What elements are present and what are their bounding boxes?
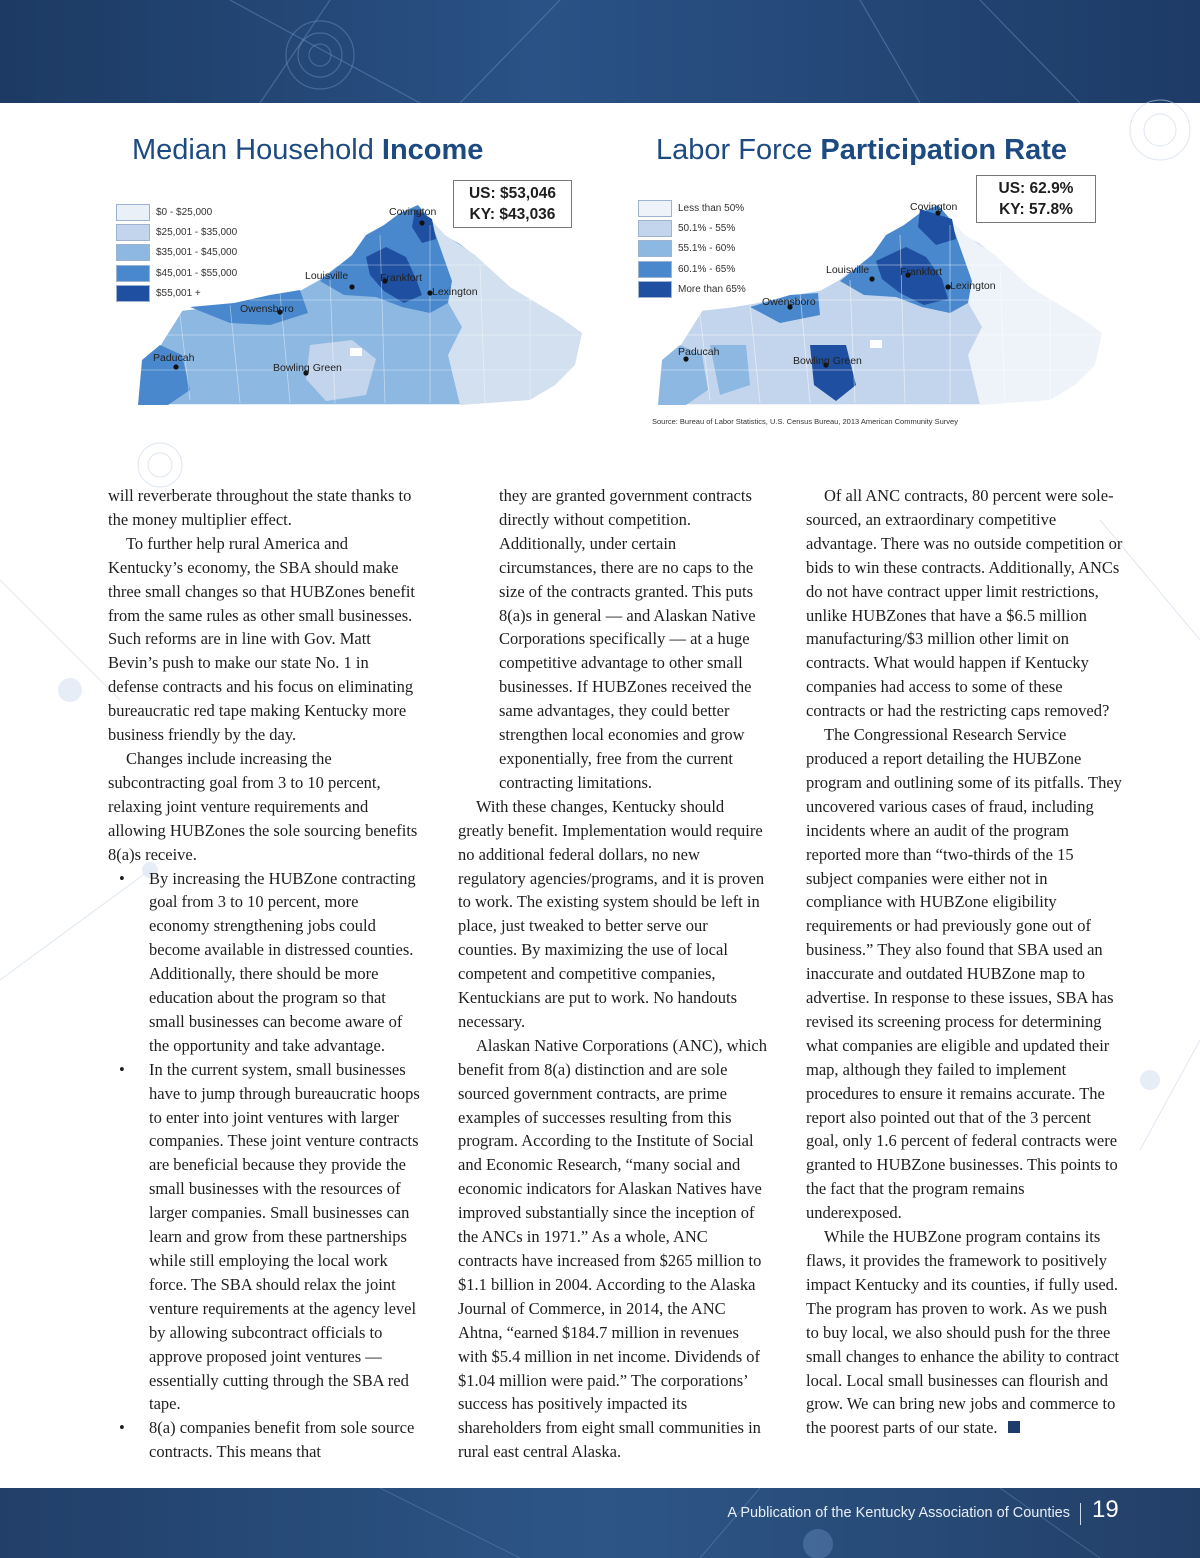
paragraph: Alaskan Native Corporations (ANC), which benefit from 8(a) distinction and are sole sourced government contracts, are prime examples of successes resulting from this program. According to the Institute of Social and Economic Research, “many social and economic indicators for Alaskan Natives have improved substantially since the inception of the ANCs in 1971.” As a whole, ANC contracts have increased from $265 million to $1.1 billion in 2004. According to the Alaska Journal of Commerce, in 2014, the ANC Ahtna, “earned $184.7 million in revenues with $5.4 million in net income. Dividends of $1.04 million were paid.” The corporations’ success has positively impacted its shareholders from eight small communities in rural east central Alaska.	[458, 1035, 767, 1462]
publication-name: A Publication of the Kentucky Association of Counties	[727, 1505, 1070, 1521]
legend-item: $35,001 - $45,000	[116, 243, 237, 263]
map-source-note: Source: Bureau of Labor Statistics, U.S. Census Bureau, 2013 American Community Survey	[652, 417, 958, 426]
bullet-icon: •	[119, 1059, 125, 1079]
ky-stat: KY: 57.8%	[999, 201, 1073, 218]
paragraph: With these changes, Kentucky should greatly benefit. Implementation would require no additional federal dollars, no new regulatory agencies/programs, and it is proven to work. The existing system should be left in place, just tweaked to better serve our counties. By maximizing the use of local competent and competitive companies, Kentuckians are put to work. No handouts necessary.	[458, 796, 765, 1031]
legend-item: $55,001 +	[116, 283, 237, 303]
list-item: • In the current system, small businesses have to jump through bureaucratic hoops to enter into joint ventures with larger companies. These joint venture contracts are beneficial because they provide the small businesses with the resources of larger companies. Small businesses can learn and grow from these partnerships while still employing the local work force. The SBA should relax the joint venture requirements at the agency level by allowing subcontract officials to approve proposed joint ventures — essentially cutting through the SBA red tape.	[119, 1059, 420, 1414]
end-mark-icon	[1008, 1421, 1020, 1433]
income-city-covington: Covington	[389, 206, 437, 218]
income-city-frankfort: Frankfort	[380, 272, 423, 284]
article-column-2	[458, 484, 768, 1464]
labor-city-paducah: Paducah	[678, 346, 720, 358]
labor-map-title: Labor Force Participation Rate	[656, 134, 1067, 166]
article-column-1	[108, 484, 422, 1464]
us-stat: US: 62.9%	[998, 180, 1074, 197]
labor-city-covington: Covington	[910, 201, 958, 213]
labor-city-louisville: Louisville	[826, 264, 870, 276]
page-number: 19	[1092, 1496, 1119, 1523]
labor-city-bowling-green: Bowling Green	[793, 355, 862, 367]
paragraph: While the HUBZone program contains its flaws, it provides the framework to positively impact Kentucky and its counties, if fully used. The program has proven to work. As we push to buy local, we also should push for the three small changes to enhance the ability to contract local. Local small businesses can flourish and grow. We can bring new jobs and commerce to the poorest parts of our state.	[806, 1227, 1119, 1438]
legend-item: 50.1% - 55%	[638, 218, 746, 238]
bullet-icon: •	[119, 868, 125, 888]
income-map-title: Median Household Income	[132, 134, 484, 166]
legend-item: 60.1% - 65%	[638, 259, 746, 279]
paragraph: will reverberate throughout the state thanks to the money multiplier effect.	[108, 486, 412, 529]
labor-city-lexington: Lexington	[950, 280, 996, 292]
footer-decoration	[0, 1488, 1200, 1558]
legend-item: $25,001 - $35,000	[116, 222, 237, 242]
income-city-lexington: Lexington	[432, 286, 478, 298]
labor-city-frankfort: Frankfort	[900, 266, 943, 278]
paragraph: Of all ANC contracts, 80 percent were sole-sourced, an extraordinary competitive advantage. There was no outside competition or bids to win these contracts. Additionally, ANCs do not have contract upper limit restrictions, unlike HUBZones that have a $6.5 million manufacturing/$3 million other limit on contracts. What would happen if Kentucky companies had access to some of these contracts or had the restricting caps removed?	[806, 486, 1123, 721]
labor-city-owensboro: Owensboro	[762, 296, 816, 308]
labor-legend	[638, 198, 746, 299]
income-city-louisville: Louisville	[305, 270, 349, 282]
bullet-icon: •	[119, 1418, 125, 1438]
legend-item: $0 - $25,000	[116, 202, 237, 222]
article-column-3	[806, 484, 1124, 1440]
legend-item: $45,001 - $55,000	[116, 263, 237, 283]
income-city-owensboro: Owensboro	[240, 303, 294, 315]
legend-item: 55.1% - 60%	[638, 239, 746, 259]
legend-item: More than 65%	[638, 279, 746, 299]
us-stat: US: $53,046	[468, 185, 557, 202]
income-city-bowling-green: Bowling Green	[273, 362, 342, 374]
income-stat-box	[453, 180, 572, 228]
paragraph: The Congressional Research Service produced a report detailing the HUBZone program and outlining some of its pitfalls. They uncovered various cases of fraud, including incidents where an audit of the program reported more than “two-thirds of the 15 subject companies were either not in compliance with HUBZone eligibility requirements or had previously gone out of business.” They also found that SBA used an inaccurate and outdated HUBZone map to advertise. In response to these issues, SBA has revised its screening process for determining what companies are eligible and updated their map, although they failed to implement procedures to ensure it remains accurate. The report also pointed out that of the 3 percent goal, only 1.6 percent of federal contracts were granted to HUBZone businesses. This points to the fact that the program remains underexposed.	[806, 725, 1122, 1223]
list-item: • 8(a) companies benefit from sole source contracts. This means that	[119, 1418, 415, 1462]
footer-band	[0, 1488, 1200, 1558]
footer-divider	[1080, 1503, 1081, 1525]
paragraph: To further help rural America and Kentucky’s economy, the SBA should make three small changes so that HUBZones benefit from the same rules as other small businesses. Such reforms are in line with Gov. Matt Bevin’s push to make our state No. 1 in defense contracts and his focus on eliminating bureaucratic red tape making Kentucky more business friendly by the day.	[108, 533, 415, 745]
ky-stat: KY: $43,036	[469, 206, 556, 223]
income-city-paducah: Paducah	[153, 352, 195, 364]
list-item: • By increasing the HUBZone contracting goal from 3 to 10 percent, more economy strengthening jobs could become available in distressed counties. Additionally, there should be more education about the program so that small businesses can become aware of the opportunity and take advantage.	[119, 868, 416, 1055]
paragraph: they are granted government contracts directly without competition. Additionally, under certain circumstances, there are no caps to the size of the contracts granted. This puts 8(a)s in general — and Alaskan Native Corporations specifically — at a huge competitive advantage to other small businesses. If HUBZones received the same advantages, they could better strengthen local economies and grow exponentially, free from the current contracting limitations.	[499, 486, 756, 792]
income-legend	[116, 202, 237, 303]
legend-item: Less than 50%	[638, 198, 746, 218]
paragraph: Changes include increasing the subcontracting goal from 3 to 10 percent, relaxing joint venture requirements and allowing HUBZones the sole sourcing benefits 8(a)s receive.	[108, 748, 418, 864]
bullet-list	[108, 867, 422, 1465]
labor-stat-box	[976, 175, 1096, 223]
